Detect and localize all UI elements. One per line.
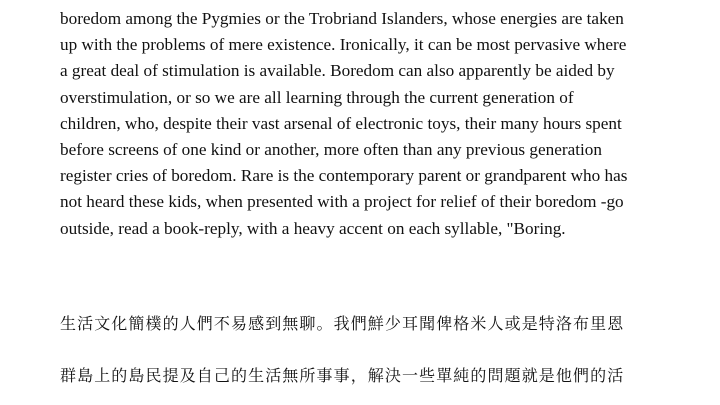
english-line-7: register cries of boredom. Rare is the contemporary parent or grandparent who has <box>60 166 628 186</box>
chinese-line-2: 群島上的島民提及自己的生活無所事事，解決一些單純的問題就是他們的活 <box>60 366 625 385</box>
english-line-4: overstimulation, or so we are all learning through the current generation of <box>60 87 574 107</box>
english-line-9: outside, read a book-reply, with a heavy accent on each syllable, "Boring. <box>60 218 566 238</box>
chinese-line-1: 生活文化簡樸的人們不易感到無聊。我們鮮少耳聞俾格米人或是特洛布里恩 <box>60 314 625 333</box>
english-line-1: boredom among the Pygmies or the Trobriand Islanders, whose energies are taken <box>60 9 624 28</box>
english-line-3: a great deal of stimulation is available. Boredom can also apparently be aided by <box>60 61 615 81</box>
english-line-2: up with the problems of mere existence. Ironically, it can be most pervasive where <box>60 35 627 55</box>
english-line-5: children, who, despite their vast arsenal of electronic toys, their many hours spent <box>60 113 622 133</box>
english-paragraph <box>60 6 627 242</box>
english-line-6: before screens of one kind or another, more often than any previous generation <box>60 140 602 160</box>
english-line-8: not heard these kids, when presented with a project for relief of their boredom -go <box>60 192 624 212</box>
